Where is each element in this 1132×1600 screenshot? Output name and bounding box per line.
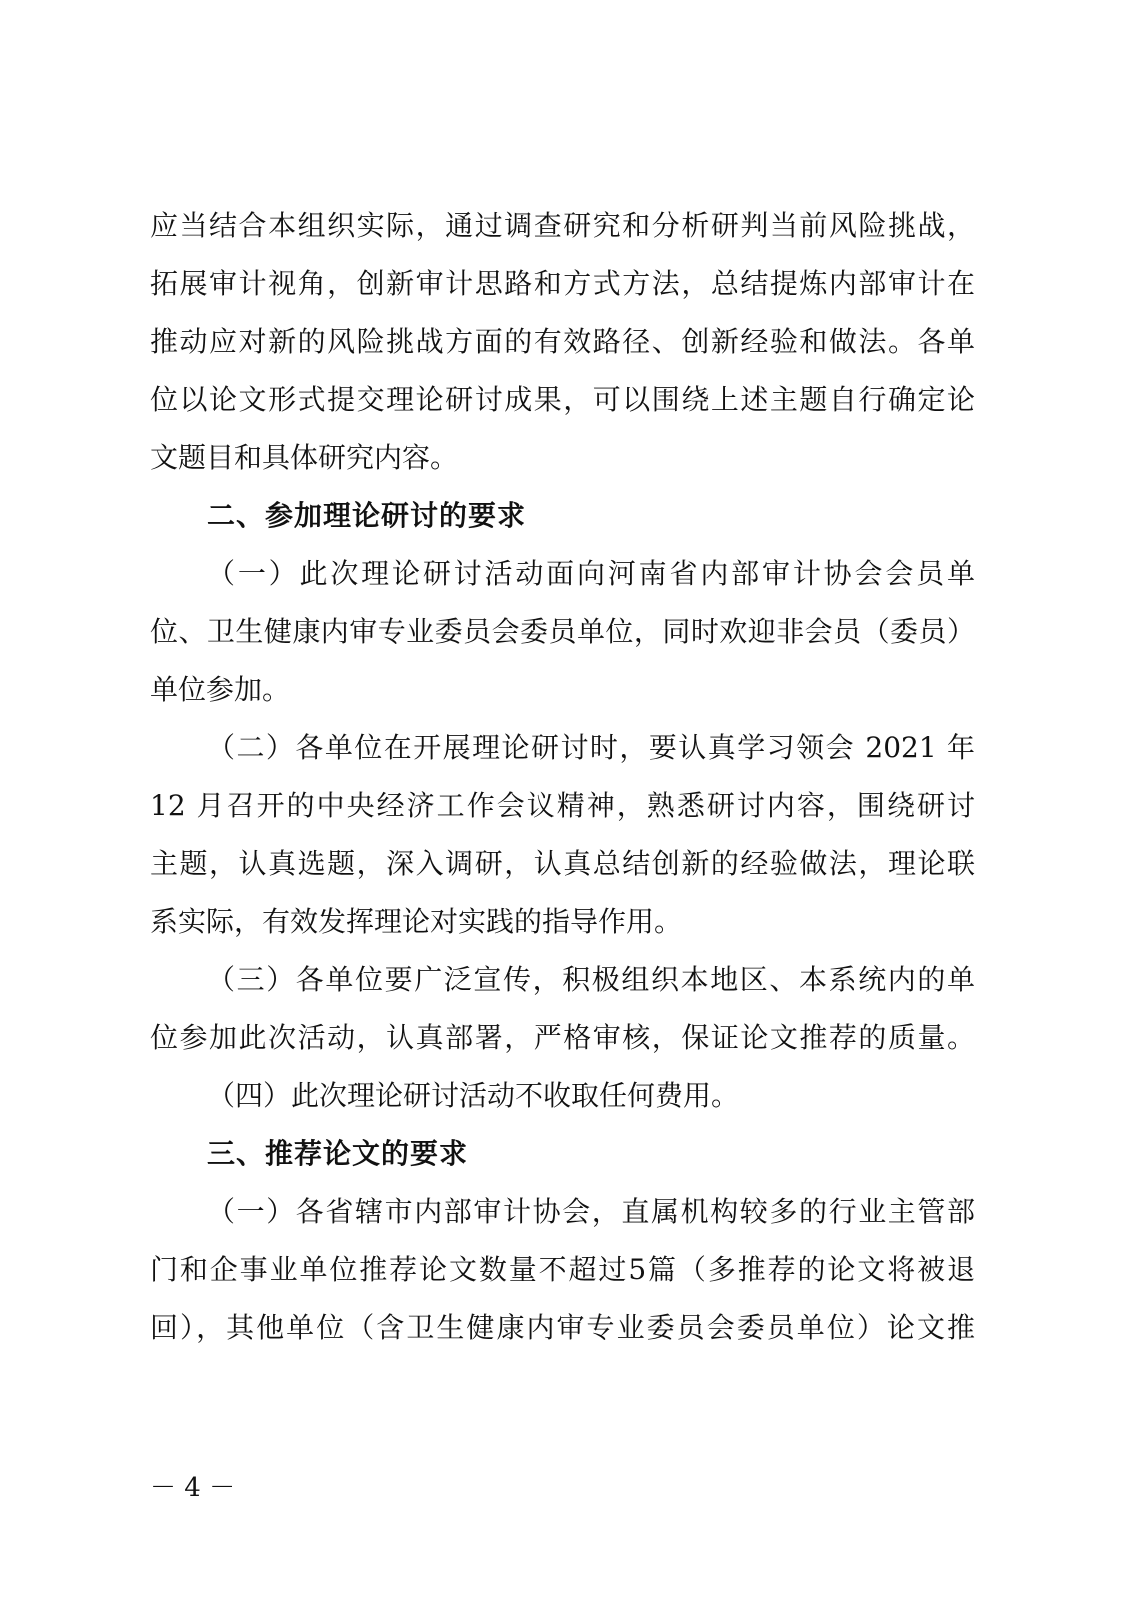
paragraph-line: 应当结合本组织实际，通过调查研究和分析研判当前风险挑战，	[150, 209, 975, 242]
paragraph-line: （三）各单位要广泛宣传，积极组织本地区、本系统内的单	[207, 963, 975, 996]
paragraph-line: 位以论文形式提交理论研讨成果，可以围绕上述主题自行确定论	[150, 383, 975, 416]
section-heading-3: 三、推荐论文的要求	[207, 1137, 469, 1170]
paragraph-line: （二）各单位在开展理论研讨时，要认真学习领会 2021 年	[207, 731, 975, 764]
paragraph-line: 位参加此次活动，认真部署，严格审核，保证论文推荐的质量。	[150, 1021, 975, 1054]
paragraph-line: 系实际，有效发挥理论对实践的指导作用。	[150, 905, 683, 938]
paragraph-line: 文题目和具体研究内容。	[150, 441, 459, 474]
paragraph-line: （一）各省辖市内部审计协会，直属机构较多的行业主管部	[207, 1195, 975, 1228]
section-heading-2: 二、参加理论研讨的要求	[207, 499, 527, 532]
paragraph-line: 回），其他单位（含卫生健康内审专业委员会委员单位）论文推	[150, 1311, 975, 1344]
paragraph-line: 门和企事业单位推荐论文数量不超过5篇（多推荐的论文将被退	[150, 1253, 975, 1286]
page-number: － 4 －	[150, 1473, 236, 1503]
paragraph-line: 主题，认真选题，深入调研，认真总结创新的经验做法，理论联	[150, 847, 975, 880]
paragraph-line: 位、卫生健康内审专业委员会委员单位，同时欢迎非会员（委员）	[150, 615, 975, 648]
paragraph-line: 推动应对新的风险挑战方面的有效路径、创新经验和做法。各单	[150, 325, 975, 358]
paragraph-line: 12 月召开的中央经济工作会议精神，熟悉研讨内容，围绕研讨	[150, 789, 975, 822]
paragraph-line: （一）此次理论研讨活动面向河南省内部审计协会会员单	[207, 557, 975, 590]
paragraph-line: 单位参加。	[150, 673, 291, 706]
paragraph-line: 拓展审计视角，创新审计思路和方式方法，总结提炼内部审计在	[150, 267, 975, 300]
paragraph-line: （四）此次理论研讨活动不收取任何费用。	[207, 1079, 740, 1112]
